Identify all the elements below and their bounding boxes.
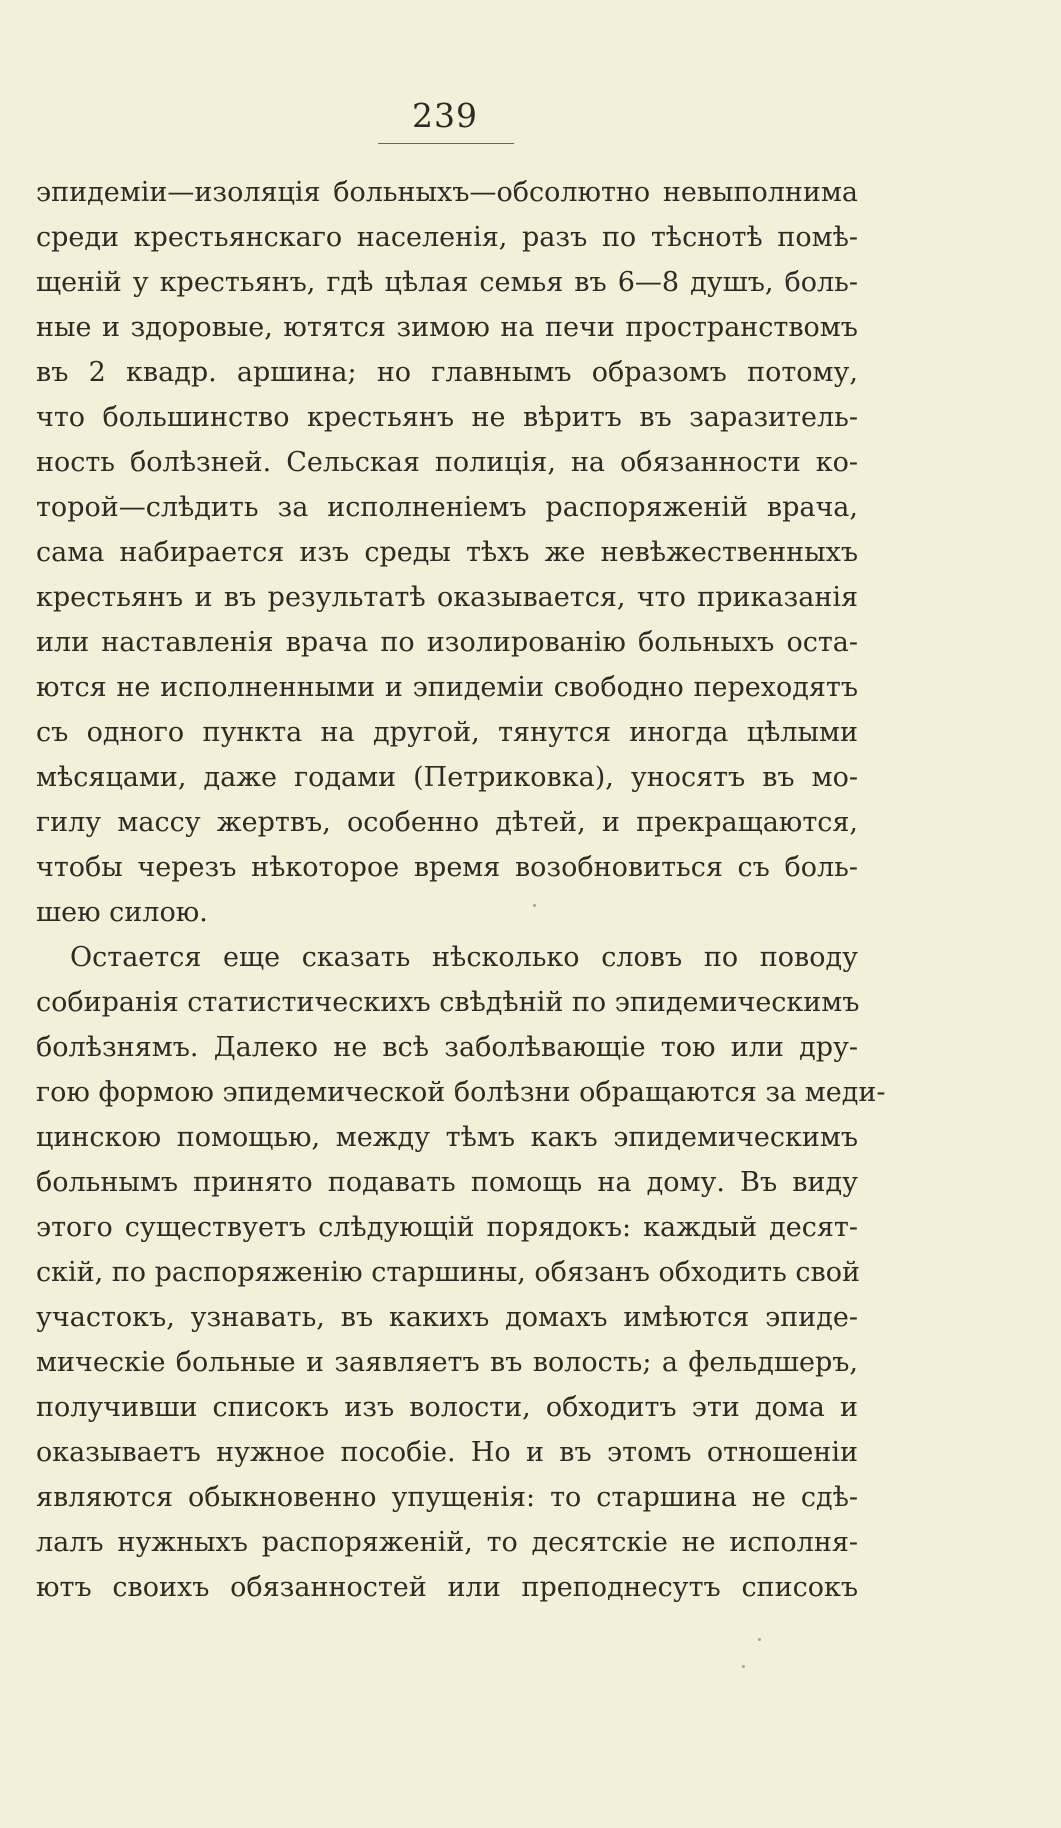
text-line: оказываетъ нужное пособіе. Но и въ этомъ отношеніи	[36, 1437, 858, 1468]
text-line: съ одного пункта на другой, тянутся иногда цѣлыми	[36, 717, 858, 748]
text-line: гою формою эпидемической болѣзни обращаются за меди-	[36, 1077, 886, 1108]
page-number-rule	[378, 143, 514, 144]
text-line: шею силою.	[36, 897, 208, 928]
text-line: крестьянъ и въ результатѣ оказывается, что приказанія	[36, 582, 858, 613]
text-line: торой—слѣдить за исполненіемъ распоряженій врача,	[36, 492, 858, 523]
text-line: или наставленія врача по изолированію больныхъ оста-	[36, 627, 858, 658]
text-line: собиранія статистическихъ свѣдѣній по эпидемическимъ	[36, 987, 860, 1018]
paper-speck	[533, 904, 536, 907]
text-line: ютъ своихъ обязанностей или преподнесутъ списокъ	[36, 1572, 858, 1603]
text-line: скій, по распоряженію старшины, обязанъ обходить свой	[36, 1257, 860, 1288]
text-line: гилу массу жертвъ, особенно дѣтей, и прекращаются,	[36, 807, 858, 838]
text-line: щеній у крестьянъ, гдѣ цѣлая семья въ 6—8 душъ, боль-	[36, 267, 858, 298]
text-line: болѣзнямъ. Далеко не всѣ заболѣвающіе тою или дру-	[36, 1032, 858, 1063]
text-line: эпидеміи—изоляція больныхъ—обсолютно невыполнима	[36, 177, 858, 208]
text-line: цинскою помощью, между тѣмъ какъ эпидемическимъ	[36, 1122, 858, 1153]
paper-speck	[758, 1638, 761, 1641]
text-line: являются обыкновенно упущенія: то старшина не сдѣ-	[36, 1482, 858, 1513]
text-line: лалъ нужныхъ распоряженій, то десятскіе не исполня-	[36, 1527, 858, 1558]
text-line: мѣсяцами, даже годами (Петриковка), уносятъ въ мо-	[36, 762, 858, 793]
paragraph-2	[36, 935, 886, 1610]
text-line: что большинство крестьянъ не вѣритъ въ заразитель-	[36, 402, 858, 433]
text-line: этого существуетъ слѣдующій порядокъ: каждый десят-	[36, 1212, 858, 1243]
text-line: ются не исполненными и эпидеміи свободно переходятъ	[36, 672, 858, 703]
text-line: въ 2 квадр. аршина; но главнымъ образомъ потому,	[36, 357, 858, 388]
text-line: среди крестьянскаго населенія, разъ по тѣснотѣ помѣ-	[36, 222, 858, 253]
text-line: мическіе больные и заявляетъ въ волость; а фельдшеръ,	[36, 1347, 858, 1378]
text-line: сама набирается изъ среды тѣхъ же невѣжественныхъ	[36, 537, 858, 568]
page-body-text	[36, 170, 886, 1610]
text-line: ность болѣзней. Сельская полиція, на обязанности ко-	[36, 447, 858, 478]
text-line: чтобы черезъ нѣкоторое время возобновиться съ боль-	[36, 852, 858, 883]
text-line: получивши списокъ изъ волости, обходитъ эти дома и	[36, 1392, 858, 1423]
text-line: Остается еще сказать нѣсколько словъ по поводу	[70, 942, 858, 973]
page-number: 239	[412, 96, 478, 135]
text-line: участокъ, узнавать, въ какихъ домахъ имѣются эпиде-	[36, 1302, 858, 1333]
text-line: больнымъ принято подавать помощь на дому. Въ виду	[36, 1167, 858, 1198]
paper-speck	[742, 1665, 745, 1668]
paragraph-1	[36, 170, 858, 935]
text-line: ные и здоровые, ютятся зимою на печи пространствомъ	[36, 312, 858, 343]
